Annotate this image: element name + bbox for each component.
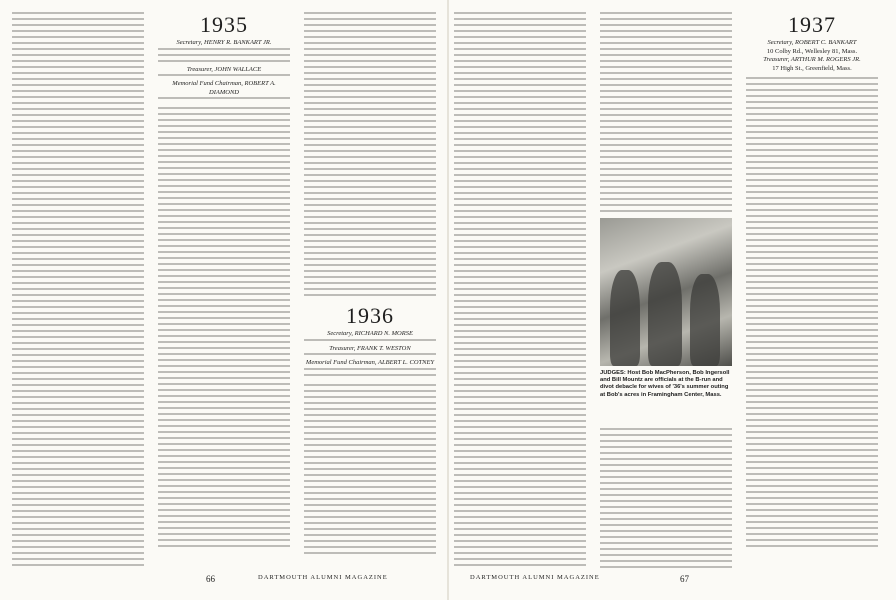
left-page-column-1 — [12, 12, 144, 568]
class-treasurer-line: Treasurer, JOHN WALLACE — [186, 65, 262, 73]
text-placeholder — [158, 74, 290, 80]
photo-caption: JUDGES: Host Bob MacPherson, Bob Ingersoll and Bill Mountz are officials at the B-run and divot debacle for wives of '36's summer outing at Bob's acres in Framingham Center, Mass. — [600, 370, 730, 398]
column-text-placeholder — [746, 77, 878, 547]
text-placeholder — [304, 339, 436, 345]
photo-figure-shape — [690, 274, 720, 366]
page-gutter — [447, 0, 449, 600]
page-number: 66 — [206, 574, 215, 584]
right-page-column-2 — [600, 12, 732, 212]
class-secretary-line: Secretary, RICHARD N. MORSE — [327, 330, 413, 337]
running-footer: DARTMOUTH ALUMNI MAGAZINE — [258, 574, 388, 581]
class-1937-heading — [746, 12, 878, 73]
class-year: 1937 — [788, 12, 836, 37]
right-page-column-3 — [746, 12, 878, 568]
class-year: 1936 — [346, 303, 394, 328]
class-secretary-line: Secretary, ROBERT C. BANKART — [767, 39, 857, 46]
column-text-placeholder — [454, 12, 586, 568]
column-text-placeholder — [304, 12, 436, 297]
photo-judges — [600, 218, 732, 366]
class-year: 1935 — [200, 12, 248, 37]
right-page-column-2-lower — [600, 428, 732, 568]
right-page-column-1 — [454, 12, 586, 568]
class-treasurer-line: Treasurer, FRANK T. WESTON — [329, 344, 411, 352]
column-text-placeholder — [600, 12, 732, 212]
column-text-placeholder — [12, 12, 144, 568]
text-placeholder — [304, 368, 436, 380]
page-number: 67 — [680, 574, 689, 584]
class-1936-heading — [304, 303, 436, 380]
class-secretary-address: 10 Colby Rd., Wellesley 81, Mass. — [766, 47, 858, 55]
memorial-fund-line: Memorial Fund Chairman, ROBERT A. DIAMOND — [172, 80, 276, 96]
memorial-fund-line: Memorial Fund Chairman, ALBERT L. COTNEY — [305, 359, 435, 366]
left-page-column-2 — [158, 12, 290, 568]
column-text-placeholder — [600, 428, 732, 568]
left-page-column-3 — [304, 12, 436, 568]
class-1935-heading — [158, 12, 290, 103]
column-text-placeholder — [304, 384, 436, 554]
photo-figure-shape — [610, 270, 640, 366]
text-placeholder — [158, 97, 290, 103]
photo-figure-shape — [648, 262, 682, 366]
class-secretary-line: Secretary, HENRY R. BANKART JR. — [176, 39, 272, 46]
class-treasurer-address: 17 High St., Greenfield, Mass. — [772, 64, 852, 72]
text-placeholder — [304, 353, 436, 359]
text-placeholder — [158, 48, 290, 66]
class-treasurer-line: Treasurer, ARTHUR M. ROGERS JR. — [763, 56, 861, 63]
running-footer: DARTMOUTH ALUMNI MAGAZINE — [470, 574, 600, 581]
column-text-placeholder — [158, 107, 290, 547]
